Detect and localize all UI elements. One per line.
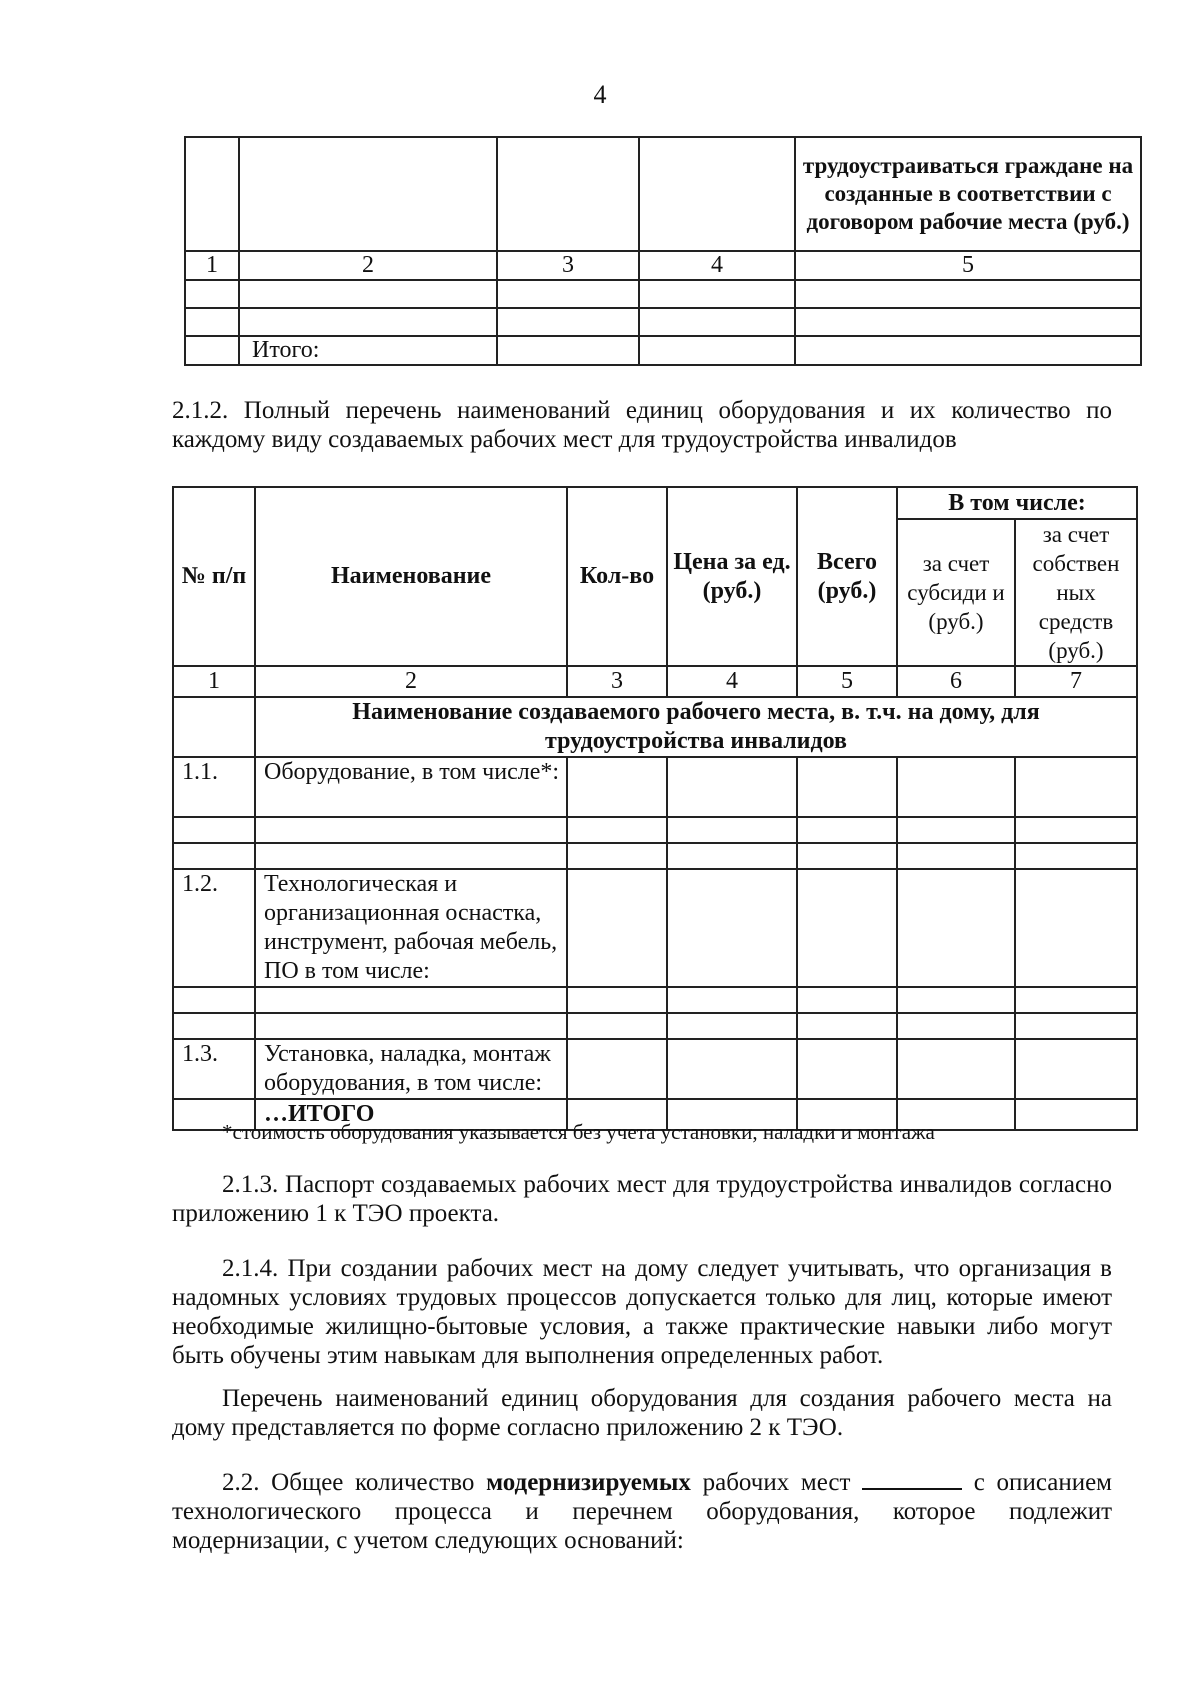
paragraph-2-2: 2.2. Общее количество модернизируемых рабочих мест с описанием технологического процесса и перечнем оборудования, которое подлежит модернизации, с учетом следующих оснований: bbox=[172, 1469, 1112, 1554]
paragraph-2-1-3: 2.1.3. Паспорт создаваемых рабочих мест для трудоустройства инвалидов согласно приложению 1 к ТЭО проекта. bbox=[172, 1171, 1112, 1227]
table-1 bbox=[184, 136, 1142, 366]
paragraph-perechen: Перечень наименований единиц оборудования для создания рабочего места на дому представляется по форме согласно приложению 2 к ТЭО. bbox=[172, 1385, 1112, 1441]
t2-num: 3 bbox=[567, 666, 667, 697]
t1-cell bbox=[497, 137, 639, 251]
t1-header-col5: трудоустраиваться граждане на созданные в соответствии с договором рабочие места (руб.) bbox=[795, 137, 1141, 251]
table-row bbox=[173, 987, 1137, 1013]
table-row bbox=[173, 1013, 1137, 1039]
table-row bbox=[185, 280, 1141, 308]
t1-cell bbox=[639, 137, 795, 251]
t2-header-incl: В том числе: bbox=[897, 487, 1137, 519]
t1-cell bbox=[239, 137, 497, 251]
t2-header-no: № п/п bbox=[173, 487, 255, 666]
blank-field bbox=[862, 1468, 962, 1490]
t2-section-title: Наименование создаваемого рабочего места, в. т.ч. на дому, для трудоустройства инвалидов bbox=[255, 697, 1137, 757]
t2-header-own: за счет собствен ных средств (руб.) bbox=[1015, 519, 1137, 666]
t2-num: 4 bbox=[667, 666, 797, 697]
footnote: *стоимость оборудования указывается без учета установки, наладки и монтажа bbox=[222, 1120, 935, 1144]
t2-header-total: Всего (руб.) bbox=[797, 487, 897, 666]
t2-header-subsidy: за счет субсиди и (руб.) bbox=[897, 519, 1015, 666]
t1-itogo: Итого: bbox=[239, 336, 497, 365]
t2-num: 7 bbox=[1015, 666, 1137, 697]
t2-header-price: Цена за ед. (руб.) bbox=[667, 487, 797, 666]
t1-num: 2 bbox=[239, 251, 497, 280]
t1-num: 1 bbox=[185, 251, 239, 280]
paragraph-2-1-4: 2.1.4. При создании рабочих мест на дому следует учитывать, что организация в надомных условиях трудовых процессов допускается только для лиц, которые имеют необходимые жилищно-бытовые условия, а также практические навыки либо могут быть обучены этим навыкам для выполнения определенных работ. bbox=[172, 1255, 1112, 1369]
t2-num: 6 bbox=[897, 666, 1015, 697]
t1-cell bbox=[185, 137, 239, 251]
t1-num: 3 bbox=[497, 251, 639, 280]
table-row: 1.3. Установка, наладка, монтаж оборудования, в том числе: bbox=[173, 1039, 1137, 1099]
t2-num: 1 bbox=[173, 666, 255, 697]
table-row bbox=[173, 817, 1137, 843]
table-row: 1.2. Технологическая и организационная оснастка, инструмент, рабочая мебель, ПО в том числе: bbox=[173, 869, 1137, 987]
t2-header-name: Наименование bbox=[255, 487, 567, 666]
t2-itogo: …ИТОГО bbox=[255, 1099, 567, 1130]
table-row bbox=[173, 843, 1137, 869]
t2-num: 2 bbox=[255, 666, 567, 697]
t1-num: 5 bbox=[795, 251, 1141, 280]
table-row bbox=[185, 308, 1141, 336]
t2-header-qty: Кол-во bbox=[567, 487, 667, 666]
table-row: 1.1. Оборудование, в том числе*: bbox=[173, 757, 1137, 817]
paragraph-2-1-2: 2.1.2. Полный перечень наименований единиц оборудования и их количество по каждому виду создаваемых рабочих мест для трудоустройства инвалидов bbox=[172, 397, 1112, 453]
page-number: 4 bbox=[593, 80, 607, 109]
t1-num: 4 bbox=[639, 251, 795, 280]
t2-num: 5 bbox=[797, 666, 897, 697]
table-2-equipment bbox=[172, 486, 1138, 1131]
